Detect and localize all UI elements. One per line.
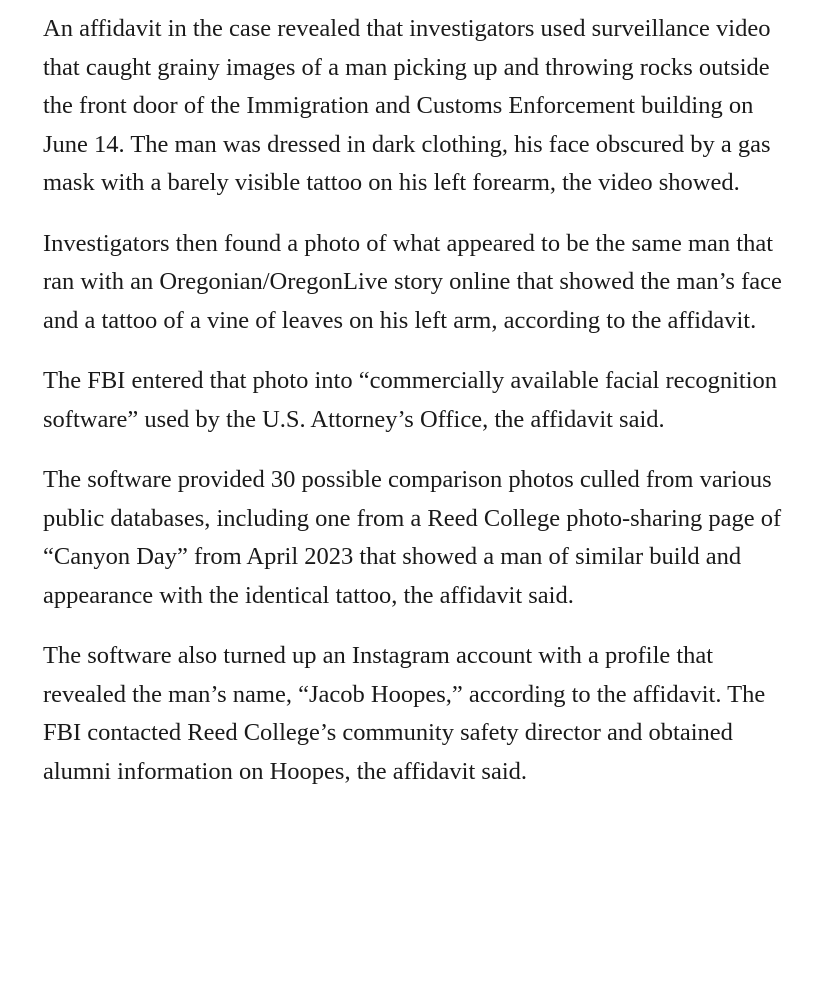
paragraph-surveillance-video: An affidavit in the case revealed that investigators used surveillance video that caught grainy images of a man picking up and throwing rocks outside the front door of the Immigration and Customs Enforcement building on June 14. The man was dressed in dark clothing, his face obscured by a gas mask with a barely visible tattoo on his left forearm, the video showed. [43,15,771,196]
paragraph-oregonian-photo: Investigators then found a photo of what appeared to be the same man that ran with an Oregonian/OregonLive story online that showed the man’s face and a tattoo of a vine of leaves on his left arm, according to the affidavit. [43,229,782,334]
article-body [43,10,788,813]
paragraph-instagram-account: The software also turned up an Instagram account with a profile that revealed the man’s name, “Jacob Hoopes,” according to the affidavit. The FBI contacted Reed College’s community safety director and obtained alumni information on Hoopes, the affidavit said. [43,642,766,785]
paragraph-comparison-photos: The software provided 30 possible comparison photos culled from various public databases, including one from a Reed College photo-sharing page of “Canyon Day” from April 2023 that showed a man of similar build and appearance with the identical tattoo, the affidavit said. [43,466,782,609]
paragraph-facial-recognition: The FBI entered that photo into “commercially available facial recognition software” used by the U.S. Attorney’s Office, the affidavit said. [43,367,778,433]
